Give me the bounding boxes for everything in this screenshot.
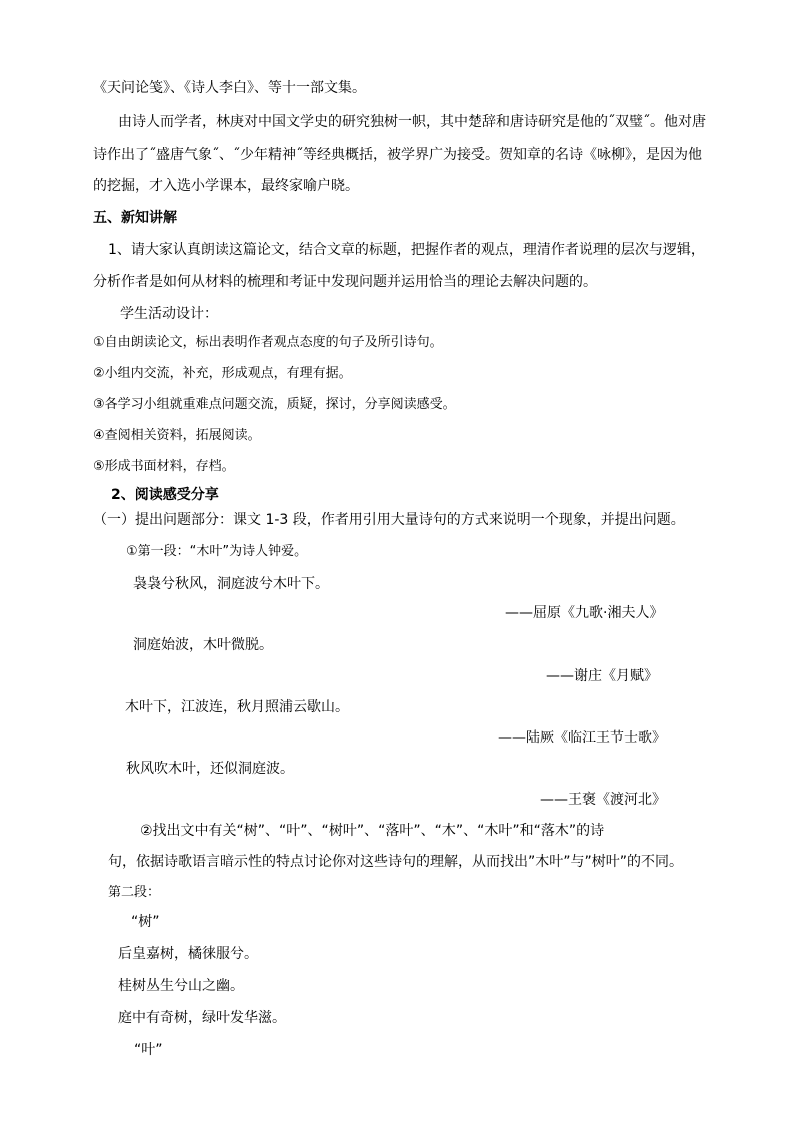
poem-line: 袅袅兮秋风，洞庭波兮木叶下。 xyxy=(133,576,329,592)
text-line: ②找出文中有关“树”、“叶”、“树叶”、“落叶”、“木”、“木叶”和“落木”的诗 xyxy=(140,823,605,839)
list-item: ②小组内交流，补充，形成观点，有理有据。 xyxy=(93,366,352,381)
poem-attribution: ——王褒《渡河北》 xyxy=(540,792,666,808)
poem-line: 庭中有奇树，绿叶发华滋。 xyxy=(118,1010,286,1026)
poem-line: 洞庭始波，木叶微脱。 xyxy=(133,637,273,653)
list-item: ③各学习小组就重难点问题交流，质疑，探讨，分享阅读感受。 xyxy=(93,397,456,412)
subsection-heading: 2、阅读感受分享 xyxy=(111,487,219,503)
list-item: ①自由朗读论文，标出表明作者观点态度的句子及所引诗句。 xyxy=(93,335,443,350)
section-heading: 五、新知讲解 xyxy=(93,210,177,226)
text-line: 句，依据诗歌语言暗示性的特点讨论你对这些诗句的理解，从而找出”木叶”与”树叶”的不同。 xyxy=(108,854,684,870)
poem-line: 后皇嘉树，橘徕服兮。 xyxy=(118,946,258,962)
text-line: （一）提出问题部分：课文 1-3 段，作者用引用大量诗句的方式来说明一个现象，并提出问题。 xyxy=(93,512,685,528)
text-line: 《天问论笺》、《诗人李白》、等十一部文集。 xyxy=(93,80,366,96)
list-item: ⑤形成书面材料，存档。 xyxy=(93,459,235,474)
text-line: 诗作出了˝盛唐气象˝、˝少年精神˝等经典概括，被学界广为接受。贺知章的名诗《咏柳》，是因为他 xyxy=(93,147,702,163)
poem-attribution: ——陆厥《临江王节士歌》 xyxy=(498,730,666,746)
poem-line: 桂树丛生兮山之幽。 xyxy=(118,978,244,994)
text-line: 学生活动设计： xyxy=(120,306,218,322)
text-line: 的挖掘，才入选小学课本，最终家喻户晓。 xyxy=(93,178,359,194)
list-item: ④查阅相关资料，拓展阅读。 xyxy=(93,428,261,443)
text-line: 第二段： xyxy=(108,885,161,900)
text-line: 1、请大家认真朗读这篇论文，结合文章的标题，把握作者的观点，理清作者说理的层次与逻辑， xyxy=(108,242,705,258)
poem-attribution: ——谢庄《月赋》 xyxy=(546,668,658,684)
poem-line: 木叶下，江波连，秋月照浦云歇山。 xyxy=(125,699,349,715)
text-line: ①第一段：“木叶”为诗人钟爱。 xyxy=(126,544,308,559)
keyword-label: “叶” xyxy=(134,1042,163,1058)
text-line: 由诗人而学者，林庚对中国文学史的研究独树一帜，其中楚辞和唐诗研究是他的˝双璧˝。他对唐 xyxy=(118,114,706,130)
text-line: 分析作者是如何从材料的梳理和考证中发现问题并运用恰当的理论去解决问题的。 xyxy=(93,274,597,290)
keyword-label: “树” xyxy=(131,914,160,930)
poem-line: 秋风吹木叶，还似洞庭波。 xyxy=(126,761,294,777)
poem-attribution: ——屈原《九歌·湘夫人》 xyxy=(505,605,664,621)
